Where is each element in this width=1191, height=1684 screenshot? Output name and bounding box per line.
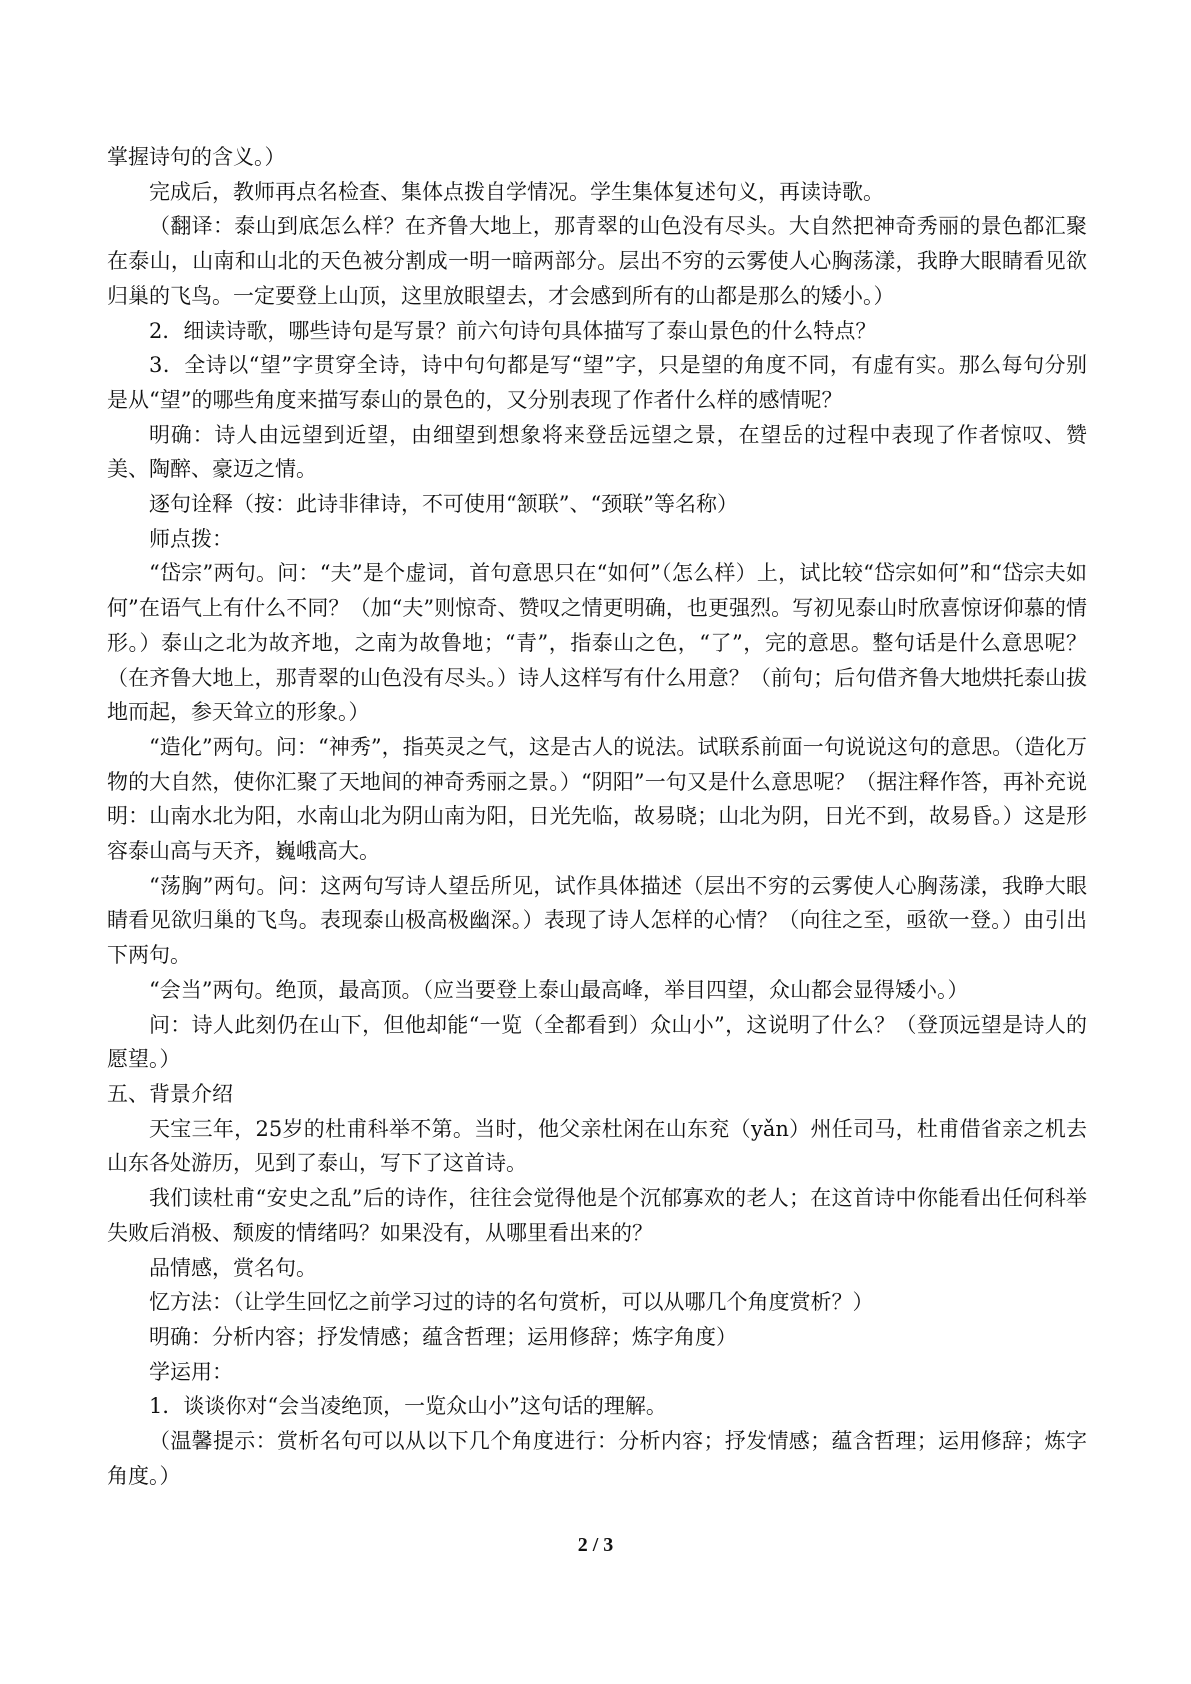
paragraph: 掌握诗句的含义。）: [107, 145, 286, 169]
paragraph: 3．全诗以“望”字贯穿全诗，诗中句句都是写“望”字，只是望的角度不同，有虚有实。那么每句分别是从“望”的哪些角度来描写泰山的景色的，又分别表现了作者什么样的感情呢？: [107, 353, 1087, 412]
paragraph: “会当”两句。绝顶，最高顶。（应当要登上泰山最高峰，举目四望，众山都会显得矮小。）: [149, 977, 969, 1002]
paragraph: 五、背景介绍: [107, 1081, 233, 1106]
paragraph: 明确：诗人由远望到近望，由细望到想象将来登岳远望之景，在望岳的过程中表现了作者惊叹、赞美、陶醉、豪迈之情。: [107, 422, 1087, 482]
paragraph: 品情感，赏名句。: [149, 1255, 317, 1280]
paragraph: “荡胸”两句。问：这两句写诗人望岳所见，试作具体描述（层出不穷的云雾使人心胸荡漾，我睁大眼睛看见欲归巢的飞鸟。表现泰山极高极幽深。）表现了诗人怎样的心情？（向往之至，亟欲一登。）由引出下两句。: [107, 873, 1087, 968]
paragraph: 完成后，教师再点名检查、集体点拨自学情况。学生集体复述句义，再读诗歌。: [149, 179, 884, 204]
paragraph: “造化”两句。问：“神秀”，指英灵之气，这是古人的说法。试联系前面一句说说这句的意思。（造化万物的大自然，使你汇聚了天地间的神奇秀丽之景。）“阴阳”一句又是什么意思呢？（据注释作答，再补充说明：山南水北为阳，水南山北为阴山南为阳，日光先临，故易晓；山北为阴，日光不到，故易昏。）这是形容泰山高与天齐，巍峨高大。: [107, 734, 1087, 864]
paragraph: 明确：分析内容；抒发情感；蕴含哲理；运用修辞；炼字角度）: [149, 1324, 737, 1349]
paragraph: “岱宗”两句。问：“夫”是个虚词，首句意思只在“如何”（怎么样）上，试比较“岱宗如何”和“岱宗夫如何”在语气上有什么不同？（加“夫”则惊奇、赞叹之情更明确，也更强烈。写初见泰山时欣喜惊讶仰慕的情形。）泰山之北为故齐地，之南为故鲁地；“青”，指泰山之色，“了”，完的意思。整句话是什么意思呢？（在齐鲁大地上，那青翠的山色没有尽头。）诗人这样写有什么用意？（前句；后句借齐鲁大地烘托泰山拔地而起，参天耸立的形象。）: [107, 561, 1087, 725]
paragraph: 逐句诠释（按：此诗非律诗，不可使用“颔联”、“颈联”等名称）: [149, 492, 738, 517]
paragraph: 学运用：: [149, 1359, 233, 1384]
paragraph: 我们读杜甫“安史之乱”后的诗作，往往会觉得他是个沉郁寡欢的老人；在这首诗中你能看出任何科举失败后消极、颓废的情绪吗？如果没有，从哪里看出来的？: [107, 1186, 1087, 1245]
paragraph: 忆方法：（让学生回忆之前学习过的诗的名句赏析，可以从哪几个角度赏析？）: [149, 1290, 874, 1315]
paragraph: 1．谈谈你对“会当凌绝顶，一览众山小”这句话的理解。: [149, 1394, 667, 1419]
paragraph: 天宝三年，25岁的杜甫科举不第。当时，他父亲杜闲在山东兖（yǎn）州任司马，杜甫借省亲之机去山东各处游历，见到了泰山，写下了这首诗。: [107, 1116, 1087, 1176]
paragraph: （翻译：泰山到底怎么样？在齐鲁大地上，那青翠的山色没有尽头。大自然把神奇秀丽的景色都汇聚在泰山，山南和山北的天色被分割成一明一暗两部分。层出不穷的云雾使人心胸荡漾，我睁大眼睛看见欲归巢的飞鸟。一定要登上山顶，这里放眼望去，才会感到所有的山都是那么的矮小。）: [107, 214, 1087, 308]
paragraph: 师点拨：: [149, 526, 233, 551]
paragraph: 问：诗人此刻仍在山下，但他却能“一览（全都看到）众山小”，这说明了什么？（登顶远望是诗人的愿望。）: [107, 1012, 1087, 1072]
document-body: [107, 140, 1087, 1493]
paragraph: 2．细读诗歌，哪些诗句是写景？前六句诗句具体描写了泰山景色的什么特点？: [149, 318, 877, 343]
page-number: 2 / 3: [577, 1534, 614, 1556]
paragraph: （温馨提示：赏析名句可以从以下几个角度进行：分析内容；抒发情感；蕴含哲理；运用修辞；炼字角度。）: [107, 1429, 1087, 1488]
